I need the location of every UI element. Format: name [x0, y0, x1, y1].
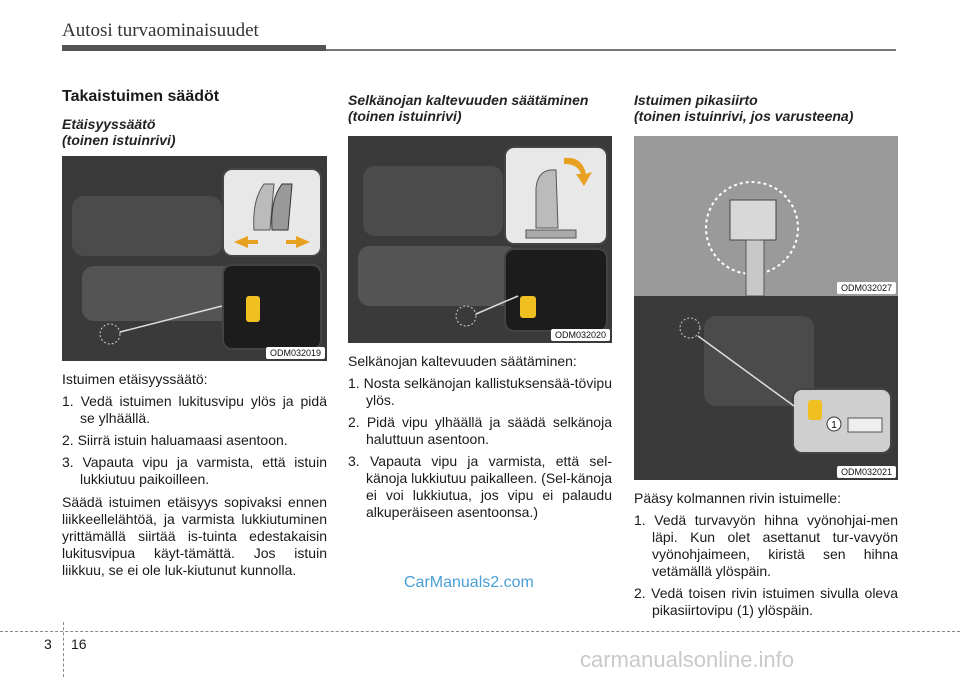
figure-seat-distance [62, 156, 327, 361]
page-number: 16 [71, 636, 87, 652]
figure-code: ODM032027 [837, 282, 896, 294]
column-recline-adjustment [348, 88, 612, 527]
step-item: 2. Pidä vipu ylhäällä ja säädä selkänoja haluttuun asentoon. [348, 414, 612, 447]
section-title: Takaistuimen säädöt [62, 88, 220, 105]
subsection-title-line1: Istuimen pikasiirto [634, 92, 758, 108]
steps-list [634, 512, 898, 619]
column-distance-adjustment [62, 88, 327, 584]
intro-text: Istuimen etäisyyssäätö: [62, 371, 208, 387]
figure-code: ODM032021 [837, 466, 896, 478]
callout-line [62, 156, 327, 361]
step-item: 1. Nosta selkänojan kallistuksensää-tövipu ylös. [348, 375, 612, 408]
subsection-title-line2: (toinen istuinrivi) [62, 132, 176, 148]
subsection-title-line2: (toinen istuinrivi) [348, 108, 462, 124]
step-item: 3. Vapauta vipu ja varmista, että istuin lukkiutuu paikoilleen. [62, 454, 327, 487]
column-quick-fold [634, 88, 898, 625]
subsection-title-line1: Selkänojan kaltevuuden säätäminen [348, 92, 589, 108]
safety-note: Säädä istuimen etäisyys sopivaksi ennen liikkeellelähtöä, ja varmista lukkiutuminen yrittämällä siirtää is-tuinta edestakaisin lukitusvipua käyt-tämättä. Jos istuin liikkuu, se ei ole luk-kiutunut kunnolla. [62, 494, 327, 578]
step-item: 1. Vedä istuimen lukitusvipu ylös ja pidä se ylhäällä. [62, 393, 327, 426]
figure-code: ODM032020 [551, 329, 610, 341]
header-rule-thick [62, 45, 326, 51]
belt-guide-icon [634, 136, 898, 296]
footer-divider [63, 622, 64, 677]
subsection-title-line2: (toinen istuinrivi, jos varusteena) [634, 108, 854, 124]
brand-watermark: carmanualsonline.info [580, 647, 795, 672]
subsection-title [348, 92, 612, 124]
subsection-title [634, 92, 898, 124]
intro-text: Pääsy kolmannen rivin istuimelle: [634, 490, 841, 506]
figure-seat-recline [348, 136, 612, 343]
figure-code: ODM032019 [266, 347, 325, 359]
subsection-title [62, 116, 327, 148]
step-item: 2. Siirrä istuin haluamaasi asentoon. [62, 432, 288, 448]
chapter-number: 3 [44, 636, 52, 652]
intro-text: Selkänojan kaltevuuden säätäminen: [348, 353, 577, 369]
callout-line [348, 136, 612, 343]
footer-rule [0, 631, 960, 632]
step-item: 2. Vedä toisen rivin istuimen sivulla oleva pikasiirtovipu (1) ylöspäin. [634, 585, 898, 618]
step-item: 1. Vedä turvavyön hihna vyönohjai-men läpi. Kun olet asettanut tur-vavyön vyönohjaimeen, kiristä sen hihna vetämällä ylöspäin. [634, 512, 898, 579]
callout-number: 1 [831, 420, 837, 431]
steps-list [348, 375, 612, 521]
watermark-link[interactable]: CarManuals2.com [404, 574, 534, 591]
step-item: 3. Vapauta vipu ja varmista, että sel-känoja lukkiutuu paikalleen. (Sel-känoja ei voi lukkiutua, jos vipu ei palaudu alkuperäiseen asentoonsa.) [348, 453, 612, 520]
figure-quick-lever [634, 296, 898, 480]
running-header: Autosi turvaominaisuudet [62, 20, 259, 41]
subsection-title-line1: Etäisyyssäätö [62, 116, 156, 132]
callout-line [634, 296, 898, 480]
steps-list [62, 393, 327, 488]
figure-belt-guide [634, 136, 898, 296]
header-rule-thin [326, 49, 896, 51]
